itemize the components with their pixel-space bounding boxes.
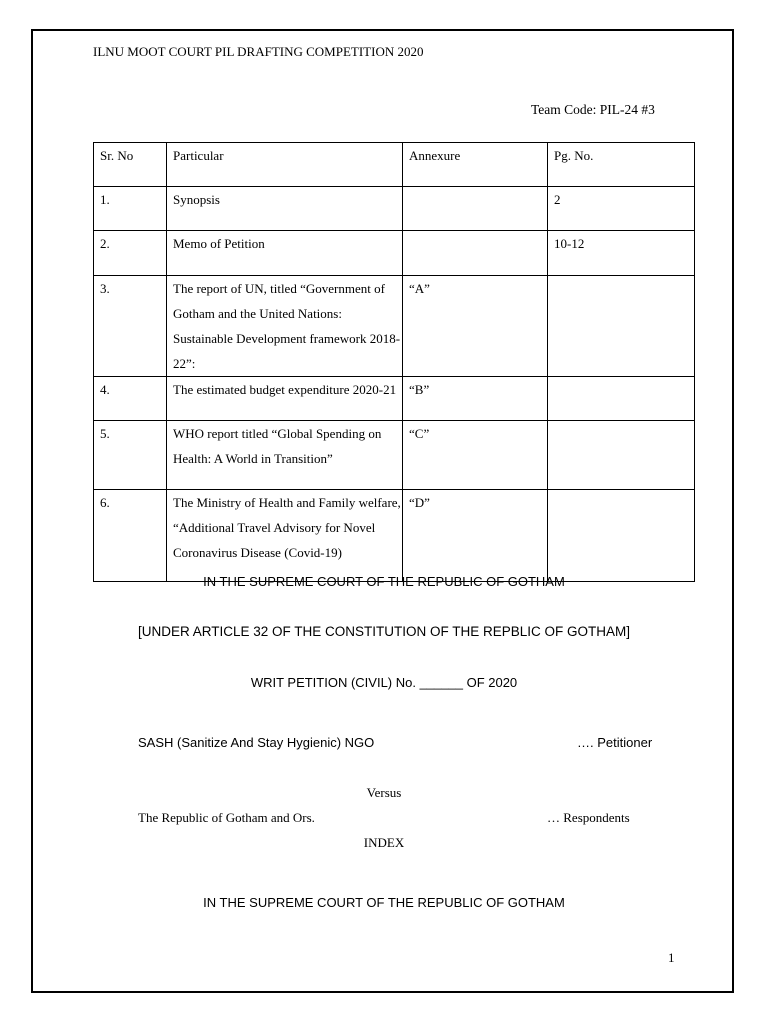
cell-sr-no: 5.	[94, 421, 167, 490]
versus-label: Versus	[366, 785, 402, 800]
cell-particular: Memo of Petition	[167, 231, 403, 276]
page-number: 1	[668, 950, 675, 965]
cell-page-no	[548, 421, 695, 490]
table-row	[94, 231, 695, 276]
header-sr-no: Sr. No	[94, 143, 167, 187]
respondent-name: The Republic of Gotham and Ors.	[138, 810, 315, 825]
cell-page-no	[548, 490, 695, 582]
cell-sr-no: 3.	[94, 276, 167, 377]
cell-page-no	[548, 276, 695, 377]
cell-sr-no: 2.	[94, 231, 167, 276]
table-header-row	[94, 143, 695, 187]
header-page-no: Pg. No.	[548, 143, 695, 187]
cell-sr-no: 4.	[94, 377, 167, 421]
cell-annexure: “D”	[403, 490, 548, 582]
table-row	[94, 377, 695, 421]
cell-annexure	[403, 231, 548, 276]
team-code: Team Code: PIL-24 #3	[531, 102, 655, 117]
cell-annexure: “C”	[403, 421, 548, 490]
writ-petition-line: WRIT PETITION (CIVIL) No. ______ OF 2020	[250, 675, 518, 690]
cell-particular: WHO report titled “Global Spending on Health: A World in Transition”	[167, 421, 403, 490]
cell-annexure: “B”	[403, 377, 548, 421]
respondent-role: … Respondents	[547, 810, 630, 825]
court-heading-repeat: IN THE SUPREME COURT OF THE REPUBLIC OF GOTHAM	[203, 895, 565, 910]
header-particular: Particular	[167, 143, 403, 187]
cell-particular: The report of UN, titled “Government of Gotham and the United Nations: Sustainable Development framework 2018-22”:	[167, 276, 403, 377]
header-annexure: Annexure	[403, 143, 548, 187]
table-row	[94, 421, 695, 490]
petitioner-role: …. Petitioner	[577, 735, 653, 750]
cell-particular: The estimated budget expenditure 2020-21	[167, 377, 403, 421]
cell-sr-no: 6.	[94, 490, 167, 582]
court-heading: IN THE SUPREME COURT OF THE REPUBLIC OF GOTHAM	[203, 574, 565, 589]
table-row	[94, 490, 695, 582]
index-label: INDEX	[363, 835, 405, 850]
cell-particular: Synopsis	[167, 187, 403, 231]
document-header-title: ILNU MOOT COURT PIL DRAFTING COMPETITION 2020	[93, 44, 424, 59]
table-row	[94, 187, 695, 231]
cell-sr-no: 1.	[94, 187, 167, 231]
petitioner-name: SASH (Sanitize And Stay Hygienic) NGO	[138, 735, 375, 750]
cell-page-no: 2	[548, 187, 695, 231]
table-row	[94, 276, 695, 377]
index-table	[93, 142, 695, 582]
cell-annexure: “A”	[403, 276, 548, 377]
cell-annexure	[403, 187, 548, 231]
cell-particular: The Ministry of Health and Family welfare, “Additional Travel Advisory for Novel Coronavirus Disease (Covid-19)	[167, 490, 403, 582]
cell-page-no	[548, 377, 695, 421]
cell-page-no: 10-12	[548, 231, 695, 276]
article-line: [UNDER ARTICLE 32 OF THE CONSTITUTION OF THE REPBLIC OF GOTHAM]	[137, 624, 631, 639]
